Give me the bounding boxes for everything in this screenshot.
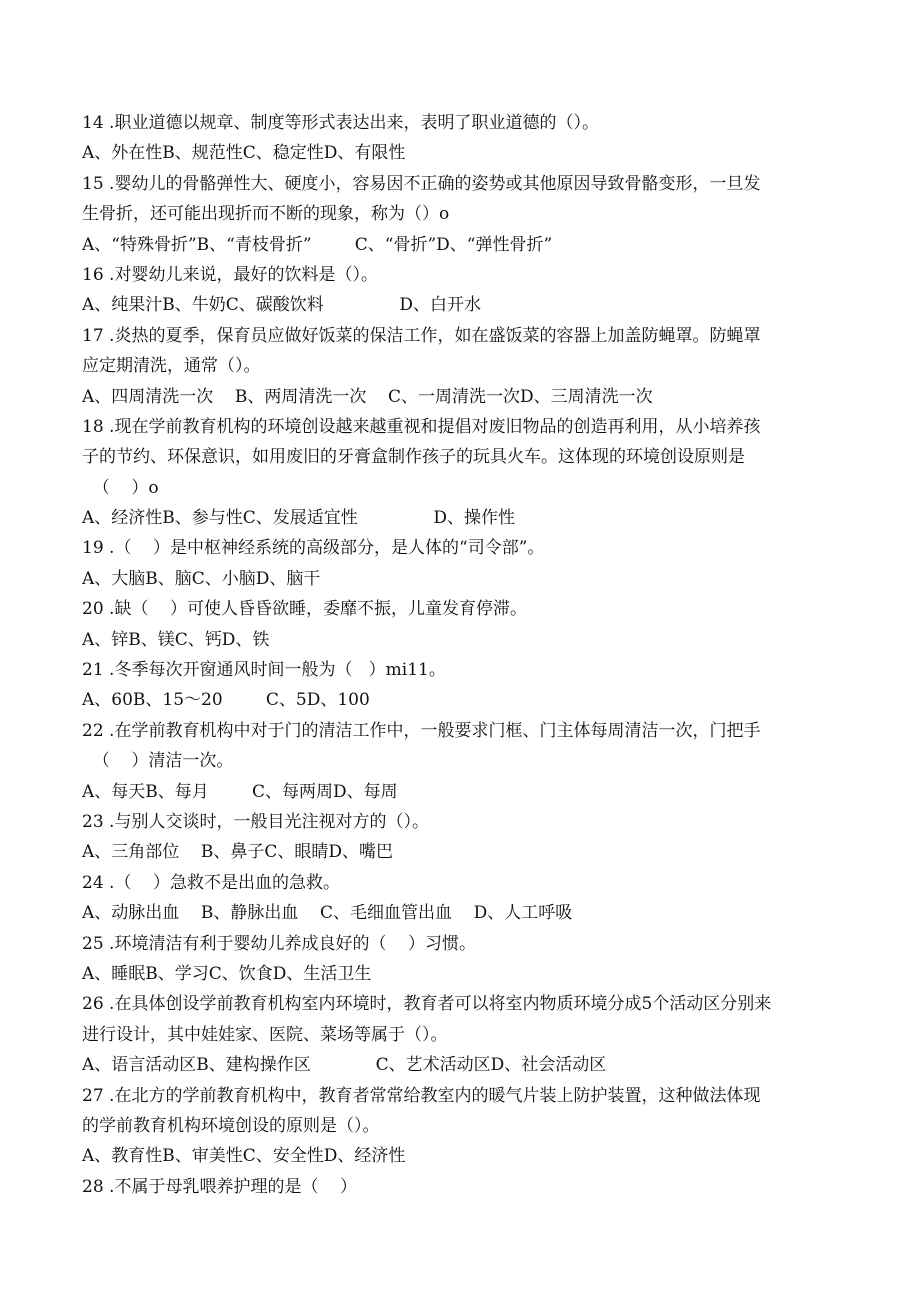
question-25-options: A、睡眠B、学习C、饮食D、生活卫生	[82, 963, 372, 984]
question-18-text-blank: （ ）o	[82, 477, 159, 498]
question-24-options: A、动脉出血 B、静脉出血 C、毛细血管出血 D、人工呼吸	[82, 903, 573, 924]
question-list	[82, 108, 842, 1202]
question-18-text-cont: 子的节约、环保意识，如用废旧的牙膏盒制作孩子的玩具火车。这体现的环境创设原则是	[82, 447, 745, 468]
question-17-text-cont: 应定期清洗，通常（）。	[82, 356, 261, 377]
question-16-text: 16 .对婴幼儿来说，最好的饮料是（）。	[82, 264, 378, 285]
question-23-options: A、三角部位 B、鼻子C、眼睛D、嘴巴	[82, 842, 394, 863]
question-23-text: 23 .与别人交谈时，一般目光注视对方的（）。	[82, 811, 429, 832]
question-18-text: 18 .现在学前教育机构的环境创设越来越重视和提倡对废旧物品的创造再利用，从小培养孩	[82, 416, 761, 437]
question-25-text: 25 .环境清洁有利于婴幼儿养成良好的（ ）习惯。	[82, 933, 477, 954]
question-24-text: 24 .（ ）急救不是出血的急救。	[82, 872, 341, 893]
question-19-text: 19 .（ ）是中枢神经系统的高级部分，是人体的“司令部”。	[82, 538, 545, 559]
question-16-options: A、纯果汁B、牛奶C、碳酸饮料 D、白开水	[82, 295, 482, 316]
question-22-text: 22 .在学前教育机构中对于门的清洁工作中，一般要求门框、门主体每周清洁一次，门把手	[82, 720, 761, 741]
question-20-text: 20 .缺（ ）可使人昏昏欲睡，委靡不振，儿童发育停滞。	[82, 599, 528, 620]
question-14-options: A、外在性B、规范性C、稳定性D、有限性	[82, 143, 406, 164]
question-27-text: 27 .在北方的学前教育机构中，教育者常常给教室内的暖气片装上防护装置，这种做法体现	[82, 1085, 761, 1106]
question-22-options: A、每天B、每月 C、每两周D、每周	[82, 781, 398, 802]
question-19-options: A、大脑B、脑C、小脑D、脑干	[82, 568, 321, 589]
question-26-text-cont: 进行设计，其中娃娃家、医院、菜场等属于（）。	[82, 1024, 448, 1045]
question-26-text: 26 .在具体创设学前教育机构室内环境时，教育者可以将室内物质环境分成5个活动区分别来	[82, 994, 772, 1015]
question-22-text-cont: （ ）清洁一次。	[82, 751, 234, 772]
question-21-options: A、60B、15～20 C、5D、100	[82, 690, 370, 711]
question-15-text-cont: 生骨折，还可能出现折而不断的现象，称为（）o	[82, 204, 450, 225]
question-17-options: A、四周清洗一次 B、两周清洗一次 C、一周清洗一次D、三周清洗一次	[82, 386, 653, 407]
question-21-text: 21 .冬季每次开窗通风时间一般为（ ）mi11。	[82, 660, 446, 681]
question-15-text: 15 .婴幼儿的骨骼弹性大、硬度小，容易因不正确的姿势或其他原因导致骨骼变形，一旦发	[82, 173, 761, 194]
question-17-text: 17 .炎热的夏季，保育员应做好饭菜的保洁工作，如在盛饭菜的容器上加盖防蝇罩。防蝇罩	[82, 325, 761, 346]
question-26-options: A、语言活动区B、建构操作区 C、艺术活动区D、社会活动区	[82, 1055, 607, 1076]
question-15-options: A、“特殊骨折”B、“青枝骨折” C、“骨折”D、“弹性骨折”	[82, 234, 553, 255]
question-27-options: A、教育性B、审美性C、安全性D、经济性	[82, 1146, 406, 1167]
question-27-text-cont: 的学前教育机构环境创设的原则是（）。	[82, 1115, 380, 1136]
question-20-options: A、锌B、镁C、钙D、铁	[82, 629, 270, 650]
question-28-text: 28 .不属于母乳喂养护理的是（ ）	[82, 1176, 358, 1197]
question-18-options: A、经济性B、参与性C、发展适宜性 D、操作性	[82, 508, 516, 529]
question-14-text: 14 .职业道德以规章、制度等形式表达出来，表明了职业道德的（）。	[82, 113, 599, 133]
